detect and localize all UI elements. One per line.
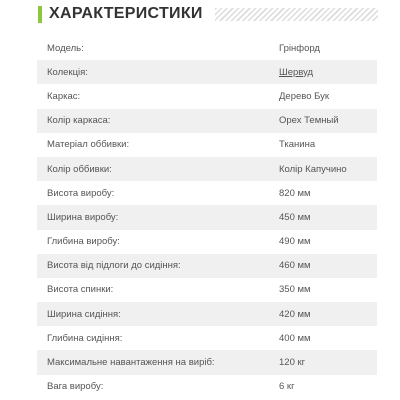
spec-label: Модель: — [47, 42, 84, 54]
spec-row-frame — [37, 84, 377, 108]
spec-label: Колір оббивки: — [47, 163, 112, 175]
spec-row-model — [37, 36, 377, 60]
heading-decorative-stripes — [215, 8, 378, 21]
spec-row-depth — [37, 230, 377, 254]
spec-label: Колір каркаса: — [47, 115, 111, 127]
spec-value: 120 кг — [279, 357, 306, 369]
spec-label: Висота спинки: — [47, 284, 114, 296]
spec-label: Глибина сидіння: — [47, 332, 123, 344]
spec-row-upholstery-color — [37, 157, 377, 181]
spec-label: Каркас: — [47, 90, 81, 102]
spec-value: 6 кг — [279, 381, 295, 393]
spec-value: 460 мм — [279, 260, 311, 272]
spec-label: Колекція: — [47, 66, 88, 78]
spec-row-back-height — [37, 278, 377, 302]
spec-value: 350 мм — [279, 284, 311, 296]
section-title: ХАРАКТЕРИСТИКИ — [49, 5, 203, 22]
spec-label: Ширина сидіння: — [47, 308, 121, 320]
spec-row-seat-width — [37, 302, 377, 326]
specs-table — [37, 36, 377, 399]
spec-value: Орех Темный — [279, 115, 339, 127]
spec-row-collection — [37, 60, 377, 84]
spec-value: Колір Капучино — [279, 163, 347, 175]
heading-accent-bar — [38, 6, 42, 23]
spec-label: Ширина виробу: — [47, 211, 119, 223]
spec-row-max-load — [37, 350, 377, 374]
spec-label: Максимальне навантаження на виріб: — [47, 357, 215, 369]
spec-row-width — [37, 205, 377, 229]
spec-row-height — [37, 181, 377, 205]
spec-row-seat-height — [37, 254, 377, 278]
spec-row-upholstery-material — [37, 133, 377, 157]
spec-label: Глибина виробу: — [47, 236, 120, 248]
spec-value: Тканина — [279, 139, 316, 151]
spec-label: Вага виробу: — [47, 381, 104, 393]
spec-value: 400 мм — [279, 332, 311, 344]
collection-link[interactable]: Шервуд — [279, 66, 314, 78]
spec-value: 420 мм — [279, 308, 311, 320]
spec-value: Дерево Бук — [279, 90, 330, 102]
section-heading — [38, 4, 400, 24]
spec-value: 490 мм — [279, 236, 311, 248]
spec-row-seat-depth — [37, 326, 377, 350]
spec-label: Висота від підлоги до сидіння: — [47, 260, 181, 272]
spec-value: 450 мм — [279, 211, 311, 223]
spec-label: Висота виробу: — [47, 187, 115, 199]
spec-label: Матеріал оббивки: — [47, 139, 130, 151]
spec-value: Грінфорд — [279, 42, 320, 54]
spec-value: 820 мм — [279, 187, 311, 199]
spec-row-frame-color — [37, 109, 377, 133]
spec-row-weight — [37, 375, 377, 399]
